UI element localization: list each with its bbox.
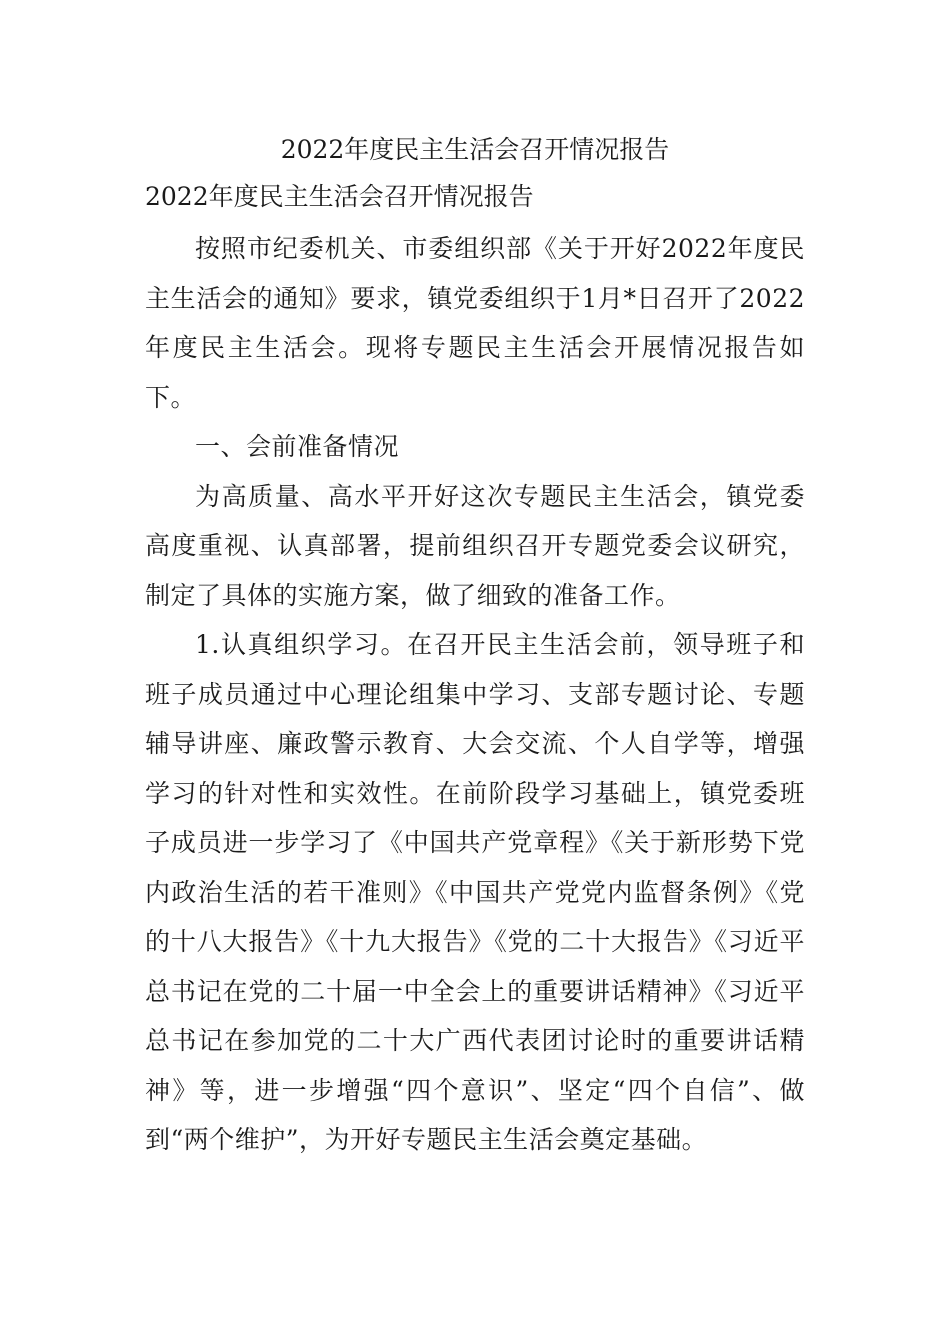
paragraph-intro: 按照市纪委机关、市委组织部《关于开好2022年度民主生活会的通知》要求，镇党委组织于1月*日召开了2022年度民主生活会。现将专题民主生活会开展情况报告如下。 xyxy=(145,234,805,412)
section-heading-preparation: 一、会前准备情况 xyxy=(195,432,400,461)
paragraph-preparation: 为高质量、高水平开好这次专题民主生活会，镇党委高度重视、认真部署，提前组织召开专题党委会议研究，制定了具体的实施方案，做了细致的准备工作。 xyxy=(145,481,805,610)
document-subtitle: 2022年度民主生活会召开情况报告 xyxy=(145,182,534,211)
document-page xyxy=(145,128,805,1165)
document-title: 2022年度民主生活会召开情况报告 xyxy=(280,135,670,164)
paragraph-study: 1.认真组织学习。在召开民主生活会前，领导班子和班子成员通过中心理论组集中学习、支部专题讨论、专题辅导讲座、廉政警示教育、大会交流、个人自学等，增强学习的针对性和实效性。在前阶段学习基础上，镇党委班子成员进一步学习了《中国共产党章程》《关于新形势下党内政治生活的若干准则》《中国共产党党内监督条例》《党的十八大报告》《十九大报告》《党的二十大报告》《习近平总书记在党的二十届一中全会上的重要讲话精神》《习近平总书记在参加党的二十大广西代表团讨论时的重要讲话精神》等，进一步增强“四个意识”、坚定“四个自信”、做到“两个维护”，为开好专题民主生活会奠定基础。 xyxy=(145,630,805,1154)
